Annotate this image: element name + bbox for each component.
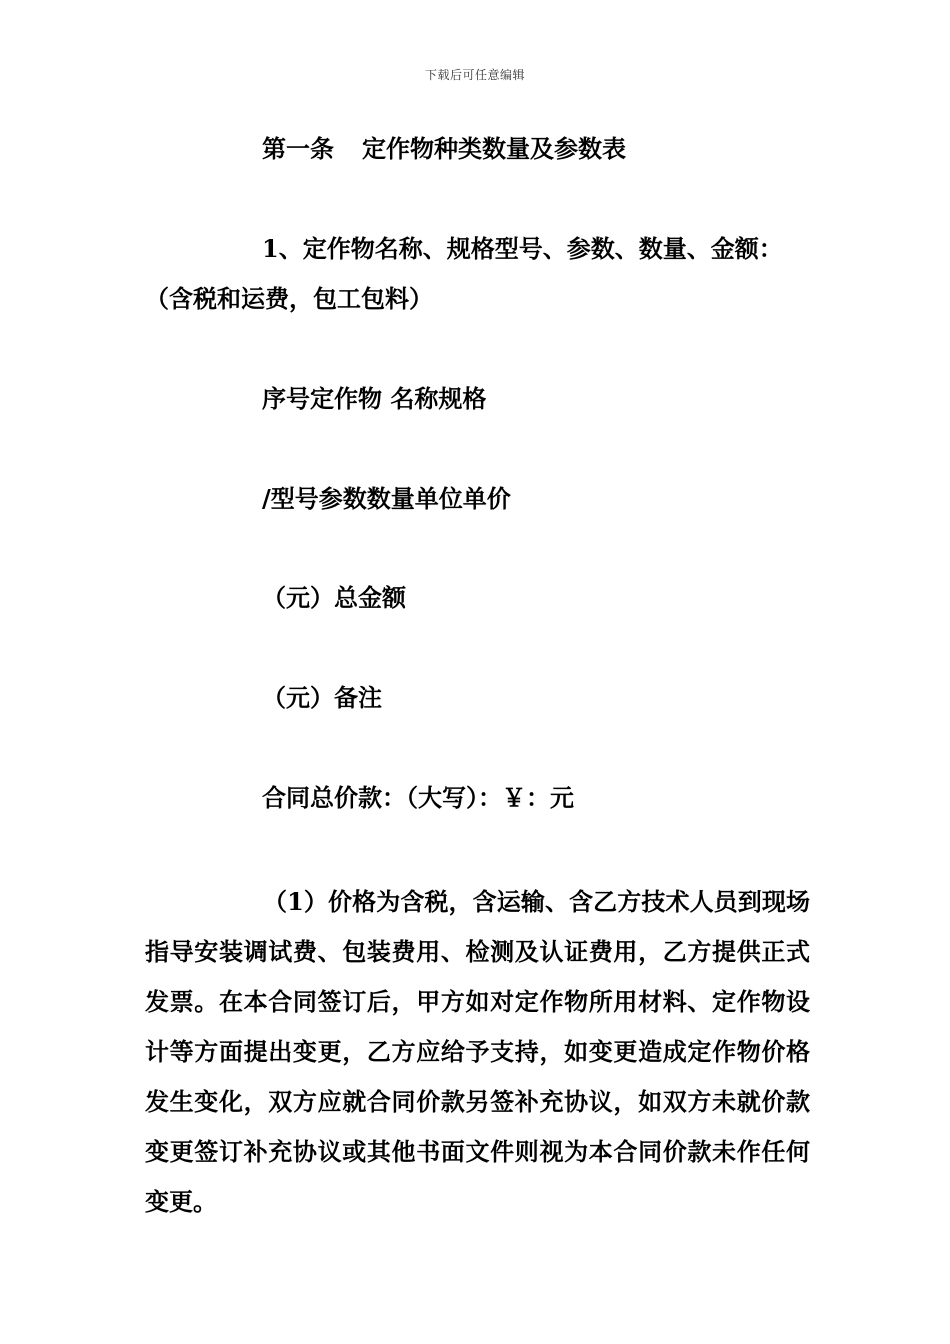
article-heading: 定作物种类数量及参数表 — [362, 134, 626, 163]
item-1-line-2: （含税和运费，包工包料） — [145, 284, 433, 313]
header-note: 下载后可任意编辑 — [424, 68, 525, 82]
article-number: 第一条 — [262, 134, 334, 163]
article-title — [262, 134, 626, 164]
table-header-line-3: （元）总金额 — [262, 583, 406, 612]
table-header-line-2: /型号参数数量单位单价 — [262, 484, 511, 513]
table-header-line-1: 序号定作物 名称规格 — [262, 384, 487, 413]
item-1-line-1: 1、定作物名称、规格型号、参数、数量、金额： — [262, 234, 783, 263]
total-price-line: 合同总价款：（大写）：￥：元 — [262, 783, 574, 812]
table-header-line-4: （元）备注 — [262, 683, 382, 712]
clause-1-paragraph: （1）价格为含税，含运输、含乙方技术人员到现场指导安装调试费、包装费用、检测及认证费用，乙方提供正式发票。在本合同签订后，甲方如对定作物所用材料、定作物设计等方面提出变更，乙方应给予支持，如变更造成定作物价格发生变化，双方应就合同价款另签补充协议，如双方未就价款变更签订补充协议或其他书面文件则视为本合同价款未作任何变更。 — [145, 887, 810, 1216]
